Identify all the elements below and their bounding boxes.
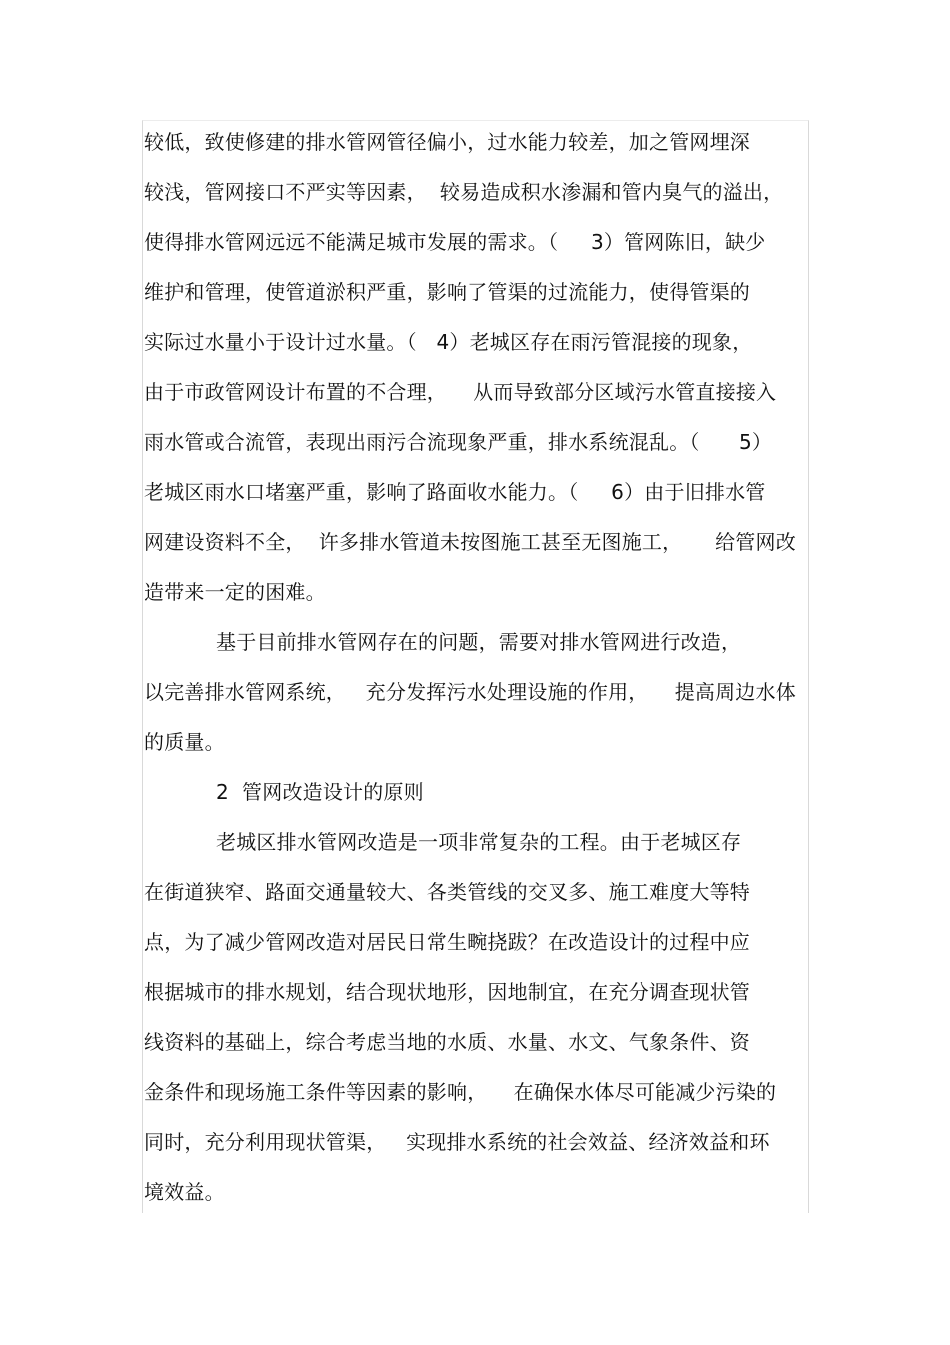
text-line: 由于市政管网设计布置的不合理， 从而导致部分区域污水管直接接入 (144, 380, 777, 404)
text-line: 老城区排水管网改造是一项非常复杂的工程。由于老城区存 (216, 830, 742, 854)
text-line: 较低，致使修建的排水管网管径偏小，过水能力较差，加之管网埋深 (144, 130, 750, 154)
text-line: 网建设资料不全， 许多排水管道未按图施工甚至无图施工， 给管网改 (144, 530, 796, 554)
text-line: 同时，充分利用现状管渠， 实现排水系统的社会效益、经济效益和环 (144, 1130, 770, 1154)
text-line: 使得排水管网远远不能满足城市发展的需求。（ 3）管网陈旧，缺少 (144, 230, 766, 254)
text-line: 造带来一定的困难。 (144, 580, 326, 604)
text-line: 基于目前排水管网存在的问题，需要对排水管网进行改造， (216, 630, 742, 654)
text-line: 雨水管或合流管，表现出雨污合流现象严重，排水系统混乱。（ 5） (144, 430, 773, 454)
text-line: 点，为了减少管网改造对居民日常生畹挠跋？在改造设计的过程中应 (144, 930, 750, 954)
text-line: 以完善排水管网系统， 充分发挥污水处理设施的作用， 提高周边水体 (144, 680, 796, 704)
text-line: 线资料的基础上，综合考虑当地的水质、水量、水文、气象条件、资 (144, 1030, 750, 1054)
text-line: 金条件和现场施工条件等因素的影响， 在确保水体尽可能减少污染的 (144, 1080, 777, 1104)
text-line: 在街道狭窄、路面交通量较大、各类管线的交叉多、施工难度大等特 (144, 880, 750, 904)
document-body (144, 124, 809, 1224)
text-line: 的质量。 (144, 730, 225, 754)
text-line: 2 管网改造设计的原则 (216, 780, 424, 804)
text-line: 维护和管理，使管道淤积严重，影响了管渠的过流能力，使得管渠的 (144, 280, 750, 304)
text-line: 实际过水量小于设计过水量。（ 4）老城区存在雨污管混接的现象， (144, 330, 753, 354)
text-line: 较浅，管网接口不严实等因素， 较易造成积水渗漏和管内臭气的溢出， (144, 180, 784, 204)
text-line: 境效益。 (144, 1180, 225, 1204)
text-line: 根据城市的排水规划，结合现状地形，因地制宜，在充分调查现状管 (144, 980, 750, 1004)
text-line: 老城区雨水口堵塞严重，影响了路面收水能力。（ 6）由于旧排水管 (144, 480, 766, 504)
